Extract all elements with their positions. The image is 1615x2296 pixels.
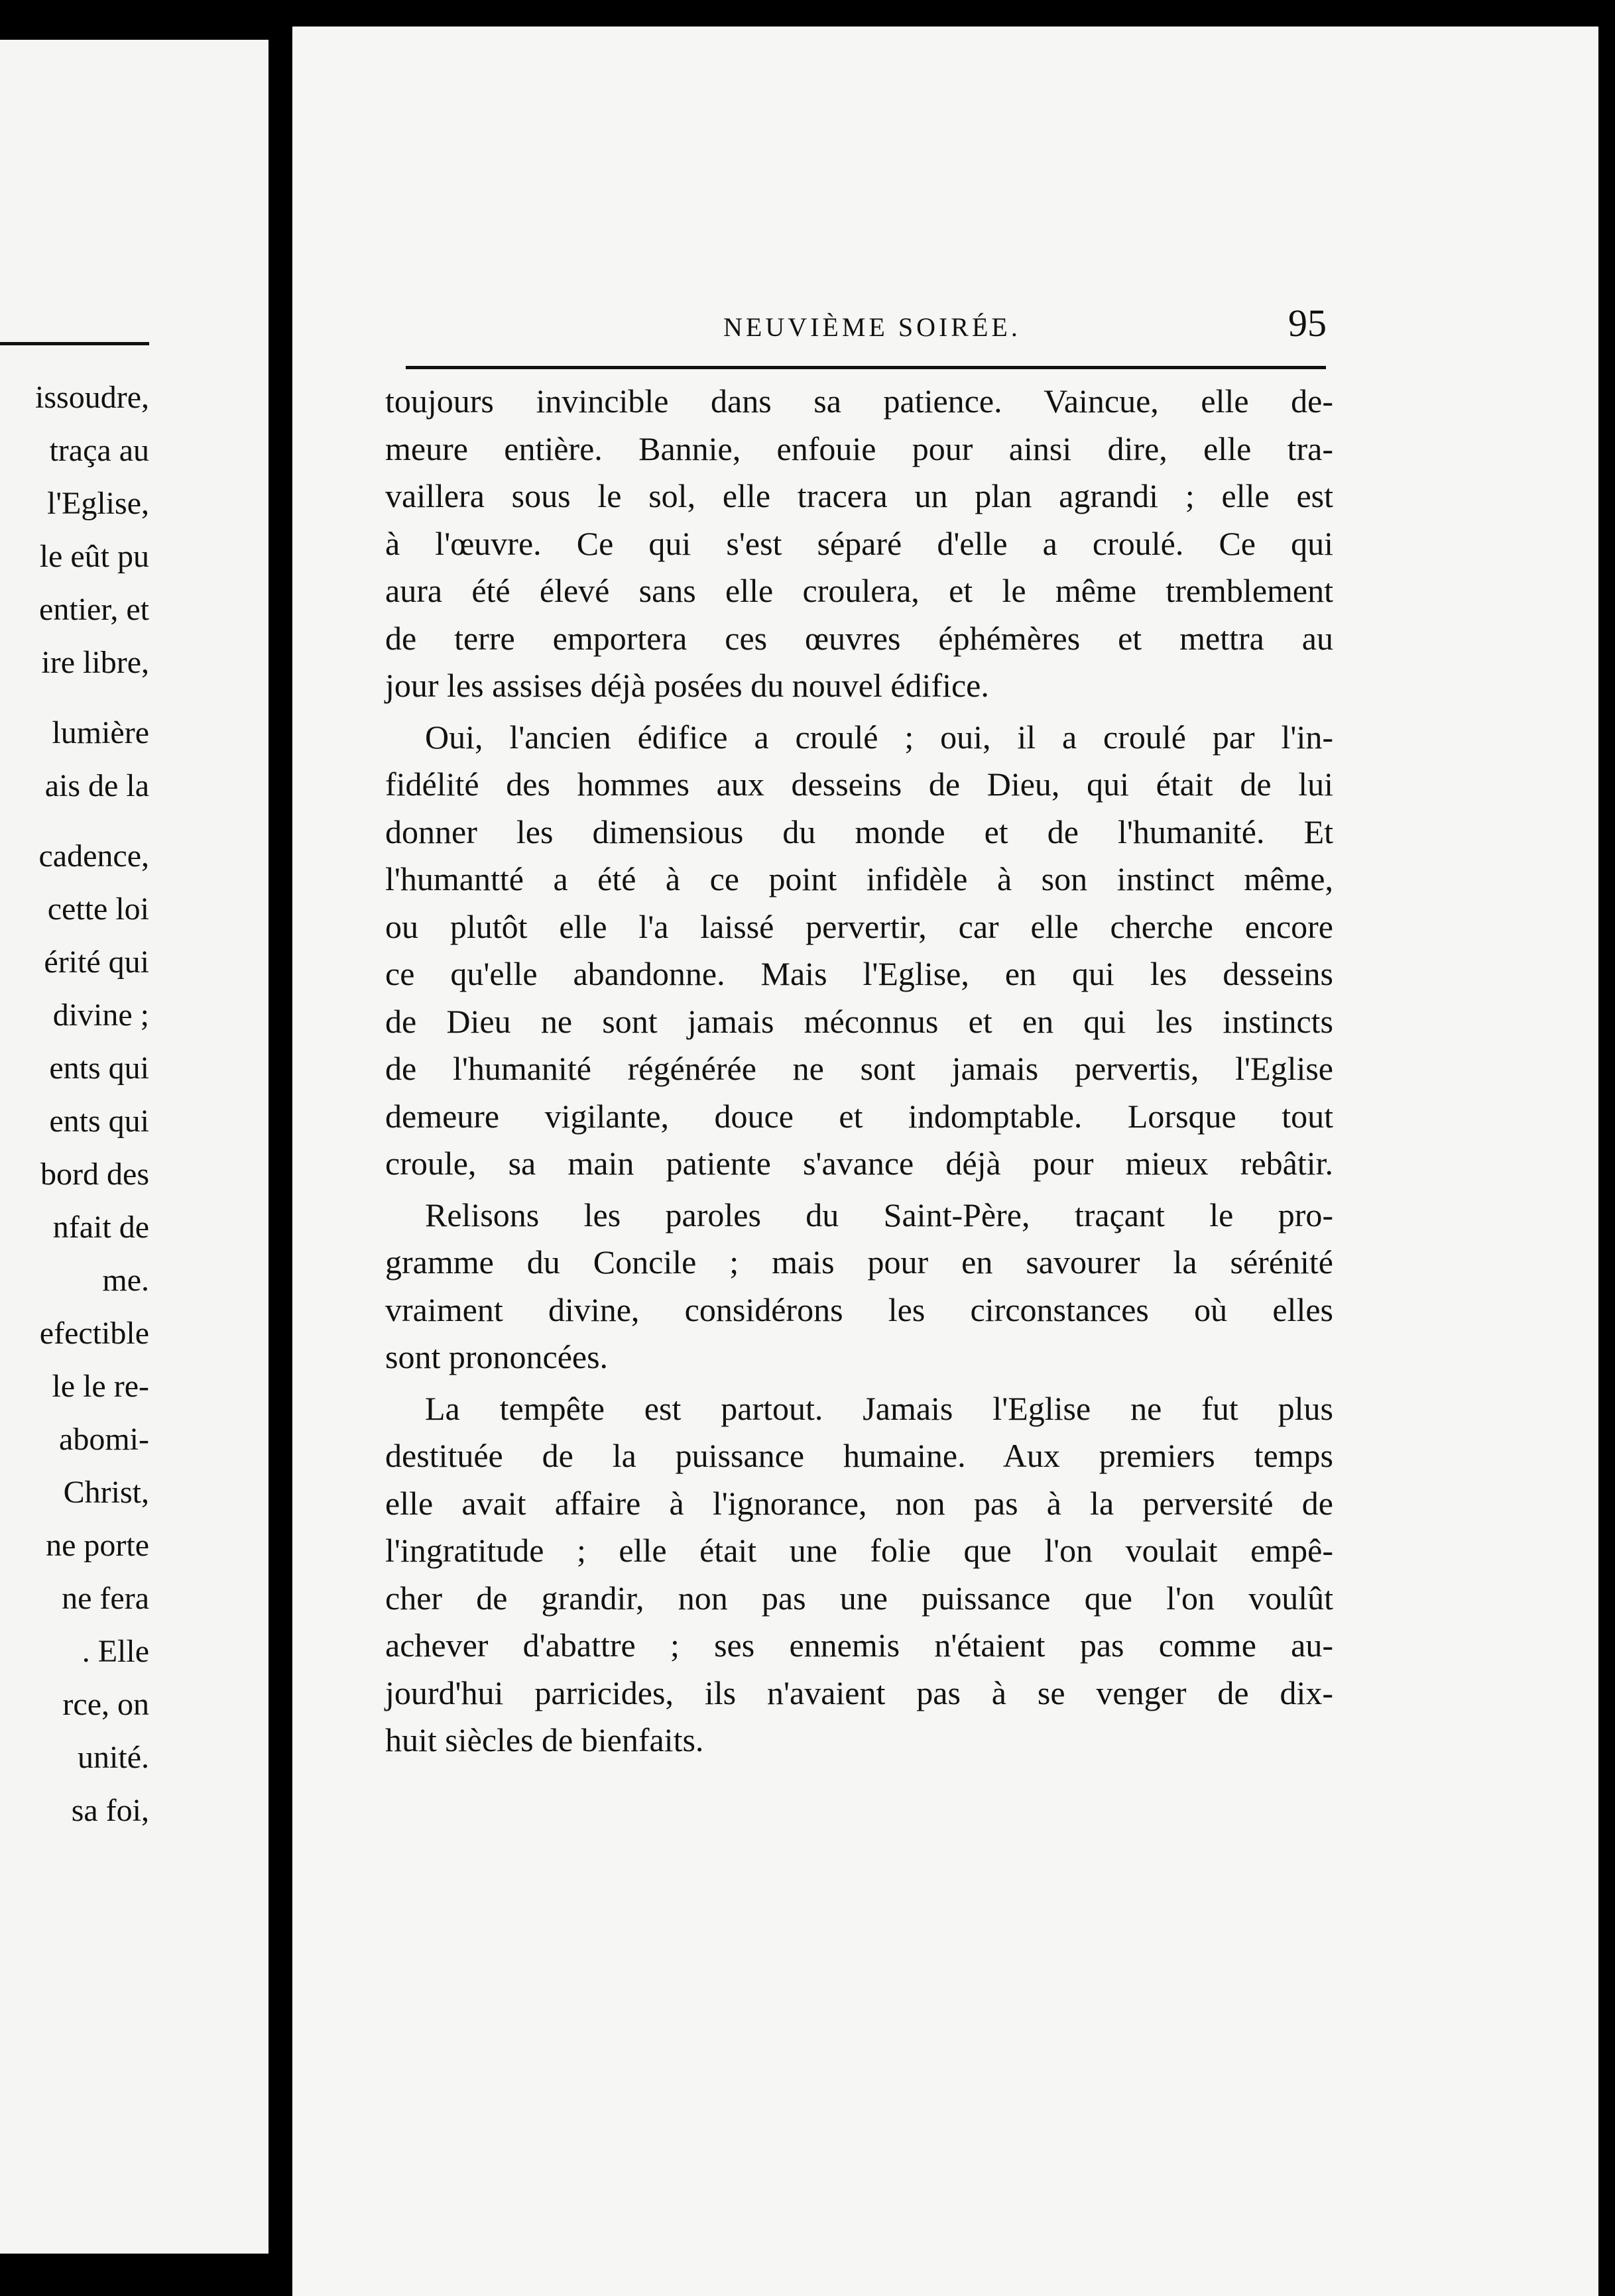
left-line: ents qui [49, 1051, 149, 1086]
left-line: issoudre, [35, 380, 149, 415]
right-page [292, 27, 1598, 2296]
left-line: . Elle [82, 1634, 149, 1669]
text-line: aura été élevé sans elle croulera, et le même tremblement [385, 572, 1333, 609]
text-line: La tempête est partout. Jamais l'Eglise ne fut plus [425, 1389, 1333, 1427]
text-line: vaillera sous le sol, elle tracera un plan agrandi ; elle est [385, 477, 1333, 514]
paragraph-2 [385, 714, 1333, 1188]
text-line: fidélité des hommes aux desseins de Dieu, qui était de lui [385, 766, 1333, 803]
left-page-rule [0, 342, 149, 345]
text-line: jour les assises déjà posées du nouvel édifice. [385, 667, 989, 704]
paragraph-3 [385, 1192, 1333, 1381]
left-line: me. [102, 1263, 149, 1298]
left-line: ire libre, [41, 645, 149, 680]
text-line: jourd'hui parricides, ils n'avaient pas à se venger de dix- [385, 1674, 1333, 1711]
left-page-text [0, 371, 149, 1837]
text-line: Oui, l'ancien édifice a croulé ; oui, il a croulé par l'in- [425, 718, 1333, 756]
text-line: Relisons les paroles du Saint-Père, traçant le pro- [425, 1196, 1333, 1234]
left-line: Christ, [63, 1475, 149, 1510]
text-line: demeure vigilante, douce et indomptable. Lorsque tout [385, 1097, 1333, 1135]
text-line: l'ingratitude ; elle était une folie que l'on voulait empê- [385, 1532, 1333, 1569]
text-line: toujours invincible dans sa patience. Vaincue, elle de- [385, 382, 1333, 420]
left-line: efectible [39, 1316, 149, 1351]
left-line: lumière [52, 715, 149, 750]
left-line: ais de la [44, 768, 149, 803]
left-line: le le re- [52, 1369, 149, 1404]
text-line: achever d'abattre ; ses ennemis n'étaient pas comme au- [385, 1627, 1333, 1664]
text-line: huit siècles de bienfaits. [385, 1721, 704, 1758]
text-line: de l'humanité régénérée ne sont jamais pervertis, l'Eglise [385, 1050, 1333, 1087]
left-line: cadence, [38, 838, 149, 874]
left-line: cette loi [47, 891, 149, 927]
left-line: ents qui [49, 1104, 149, 1139]
left-line: unité. [78, 1740, 149, 1775]
paragraph-1 [385, 378, 1333, 710]
left-line: l'Eglise, [47, 486, 149, 521]
text-line: ou plutôt elle l'a laissé pervertir, car elle cherche encore [385, 907, 1333, 945]
left-line: érité qui [44, 945, 149, 980]
text-line: croule, sa main patiente s'avance déjà pour mieux rebâtir. [385, 1145, 1333, 1182]
text-line: gramme du Concile ; mais pour en savourer la sérénité [385, 1243, 1333, 1281]
page-number: 95 [1288, 302, 1327, 345]
text-line: destituée de la puissance humaine. Aux premiers temps [385, 1437, 1333, 1474]
header-rule [406, 366, 1326, 369]
text-line: meure entière. Bannie, enfouie pour ainsi dire, elle tra- [385, 430, 1333, 467]
left-line: entier, et [39, 592, 149, 627]
running-head: NEUVIÈME SOIRÉE. [723, 312, 1021, 342]
body-text [385, 378, 1333, 1768]
left-line: nfait de [52, 1210, 149, 1245]
page-header [292, 285, 1327, 351]
text-line: l'humantté a été à ce point infidèle à son instinct même, [385, 860, 1333, 897]
text-line: donner les dimensious du monde et de l'humanité. Et [385, 813, 1333, 850]
left-line: sa foi, [71, 1793, 149, 1828]
text-line: sont prononcées. [385, 1338, 609, 1375]
left-line: rce, on [62, 1687, 149, 1722]
left-line: divine ; [52, 998, 149, 1033]
left-line: ne porte [46, 1528, 149, 1563]
left-line: abomi- [59, 1422, 149, 1457]
left-line: le eût pu [39, 539, 149, 574]
left-line: traça au [49, 433, 149, 468]
text-line: cher de grandir, non pas une puissance que l'on voulût [385, 1579, 1333, 1617]
left-line: bord des [40, 1157, 149, 1192]
paragraph-4 [385, 1385, 1333, 1764]
text-line: à l'œuvre. Ce qui s'est séparé d'elle a croulé. Ce qui [385, 524, 1333, 562]
text-line: de terre emportera ces œuvres éphémères et mettra au [385, 619, 1333, 657]
text-line: elle avait affaire à l'ignorance, non pas à la perversité de [385, 1484, 1333, 1522]
text-line: vraiment divine, considérons les circonstances où elles [385, 1291, 1333, 1328]
text-line: ce qu'elle abandonne. Mais l'Eglise, en qui les desseins [385, 955, 1333, 992]
left-page [0, 40, 269, 2254]
text-line: de Dieu ne sont jamais méconnus et en qui les instincts [385, 1002, 1333, 1040]
left-line: ne fera [62, 1581, 149, 1616]
